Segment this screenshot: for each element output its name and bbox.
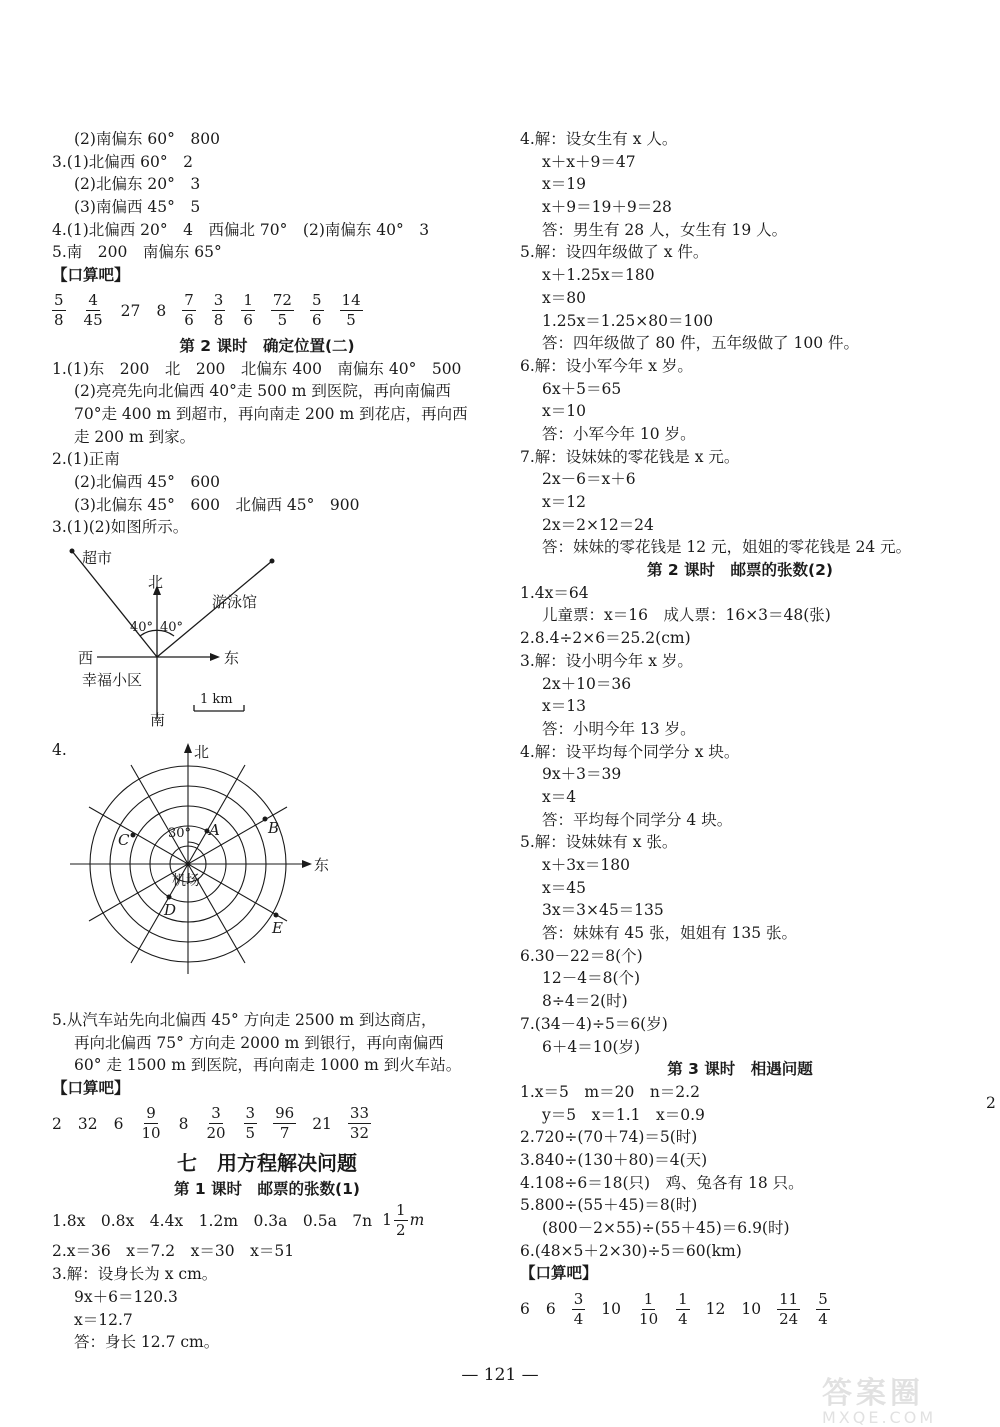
angle-label: 30° [168, 826, 192, 841]
oral-answer: 6 [520, 1300, 530, 1319]
numerator: 5 [311, 291, 322, 310]
airport-label: 机场 [172, 873, 200, 889]
text-line: 9x＋6＝120.3 [74, 1287, 178, 1306]
oral-answer: 8 [156, 301, 167, 320]
oral-answer: 10 [741, 1300, 762, 1319]
oral-answer-fraction [637, 1289, 660, 1328]
denominator: 5 [277, 311, 288, 330]
oral-heading: 【口算吧】 [520, 1264, 598, 1283]
east-label: 东 [314, 856, 330, 874]
south-label: 南 [150, 711, 166, 729]
text-line: 1.x＝5 m＝20 n＝2.2 [520, 1082, 700, 1101]
text-line: 60° 走 1500 m 到医院，再向南走 1000 m 到火车站。 [74, 1056, 462, 1075]
supermarket-label: 超市 [82, 549, 113, 567]
numerator: 5 [54, 291, 64, 310]
text-line: x＋9＝19＋9＝28 [542, 198, 672, 217]
oral-answer: 2 [52, 1114, 62, 1133]
oral-answer: 8 [178, 1114, 189, 1133]
numerator: 3 [573, 1289, 584, 1308]
oral-answer-fraction [241, 293, 255, 328]
oral-answers-row [52, 1100, 482, 1148]
text-line: 4.(1)北偏西 20° 4 西偏北 70° (2)南偏东 40° 3 [52, 220, 430, 239]
oral-answer: 21 [312, 1114, 332, 1133]
north-label: 北 [148, 573, 164, 591]
denominator: 4 [678, 1309, 688, 1328]
denominator: 10 [639, 1309, 659, 1328]
text-line: 答：小明今年 13 岁。 [542, 719, 696, 738]
home-label: 幸福小区 [82, 671, 143, 689]
point-a-label: A [209, 821, 220, 839]
text-line: (800－2×55)÷(55＋45)＝6.9(时) [542, 1219, 790, 1237]
text-line: 4.解：设平均每个同学分 x 块。 [520, 742, 740, 761]
point-e-label: E [272, 919, 283, 937]
numerator: 11 [779, 1289, 799, 1308]
point-c-label: C [118, 831, 130, 849]
text-line: 5.800÷(55＋45)＝8(时) [520, 1196, 698, 1215]
text-line: 2x－6＝x＋6 [542, 470, 636, 489]
u1-line [52, 1200, 482, 1240]
right-column [520, 128, 960, 1333]
text-line: 6.解：设小军今年 x 岁。 [520, 356, 693, 375]
text-line: 走 200 m 到家。 [74, 427, 196, 446]
oral-answer-fraction [82, 293, 105, 328]
numerator: 4 [88, 291, 98, 310]
denominator: 7 [279, 1124, 290, 1143]
text-line: 2.8.4÷2×6＝25.2(cm) [520, 629, 691, 648]
lesson-heading: 第 3 课时 相遇问题 [667, 1060, 813, 1079]
text-line: x＝10 [542, 402, 586, 421]
text-line: x＝4 [542, 787, 577, 806]
text-line: 6x＋5＝65 [542, 379, 622, 398]
text-line: 答：身长 12.7 cm。 [74, 1333, 220, 1352]
angle-left-label: 40° [130, 620, 154, 635]
text-line: (3)南偏西 45° 5 [74, 198, 201, 217]
text-line: x＝45 [542, 878, 586, 897]
denominator: 10 [141, 1124, 161, 1143]
oral-answer: 32 [77, 1114, 98, 1133]
text-line: 答：妹妹的零花钱是 12 元，姐姐的零花钱是 24 元。 [542, 538, 912, 557]
text-line: 3.解：设身长为 x cm。 [52, 1265, 218, 1284]
denominator: 6 [184, 311, 194, 330]
text-line: 4.108÷6＝18(只) 鸡、兔各有 18 只。 [520, 1173, 804, 1192]
oral-answer: 10 [601, 1300, 622, 1319]
text-line: (3)北偏东 45° 600 北偏西 45° 900 [74, 495, 360, 514]
oral-answer-fraction [310, 293, 324, 328]
numerator: 3 [211, 1104, 221, 1123]
text-line: 2x＋10＝36 [542, 674, 632, 693]
numerator: 9 [146, 1104, 156, 1123]
point-b [263, 817, 268, 822]
text-line: 9x＋3＝39 [542, 765, 622, 784]
lesson-heading: 第 2 课时 确定位置(二) [179, 336, 355, 355]
text-line: 2x＝2×12＝24 [542, 515, 654, 534]
text-line: 2.x＝36 x＝7.2 x＝30 x＝51 [52, 1242, 295, 1261]
text-line: x＝12 [542, 493, 586, 511]
denominator: 6 [311, 311, 322, 330]
text-line: 再向北偏西 75° 方向走 2000 m 到银行，再向南偏西 [74, 1033, 444, 1052]
east-arrow [210, 653, 220, 661]
numerator: 96 [275, 1104, 295, 1123]
point-e [274, 913, 279, 918]
point-c [131, 833, 136, 838]
text-line: 1.(1)东 200 北 200 北偏东 400 南偏东 40° 500 [52, 359, 462, 378]
text-line: x＝80 [542, 288, 586, 307]
text-line: 5.从汽车站先向北偏西 45° 方向走 2500 m 到达商店， [52, 1011, 437, 1029]
page-number: — 121 — [461, 1365, 539, 1385]
text-line: 3.(1)(2)如图所示。 [52, 518, 189, 537]
oral-answer: 27 [120, 301, 141, 320]
denominator: 8 [213, 311, 224, 330]
direction-diagram [52, 539, 352, 739]
oral-answer-fraction [816, 1289, 830, 1328]
text-line: 70°走 400 m 到超市，再向南走 200 m 到花店，再向西 [74, 404, 468, 423]
angle-right-label: 40° [160, 620, 184, 635]
oral-answer-fraction [52, 293, 66, 328]
text-line: 3.840÷(130＋80)＝4(天) [520, 1150, 708, 1169]
denominator: 5 [346, 311, 356, 330]
oral-answer-fraction [348, 1106, 371, 1141]
oral-answer-fraction [271, 293, 294, 328]
mixed-number: 1 $\frac{1}{2}$ m [382, 1200, 425, 1239]
text-line: 3.解：设小明今年 x 岁。 [520, 651, 693, 670]
text-line: x＝13 [542, 697, 586, 716]
oral-answer-fraction [777, 1289, 800, 1328]
denominator: 5 [245, 1124, 256, 1143]
numerator: 5 [818, 1289, 828, 1308]
oral-answer-fraction [244, 1106, 258, 1141]
numerator: 7 [184, 291, 194, 310]
text-line: 6＋4＝10(岁) [542, 1037, 641, 1056]
numerator: 14 [341, 291, 361, 310]
numerator: 3 [213, 291, 224, 310]
denominator: 8 [54, 311, 64, 330]
pool-label: 游泳馆 [212, 593, 258, 611]
u1-text: 1.8x 0.8x 4.4x 1.2m 0.3a 0.5a 7n [52, 1212, 373, 1231]
text-line: 12－4＝8(个) [542, 969, 641, 988]
numerator: 1 [243, 291, 253, 310]
numerator: 1 [643, 1289, 654, 1308]
text-line: 4. [52, 741, 67, 759]
text-line: 7.(34－4)÷5＝6(岁) [520, 1014, 668, 1033]
text-line: 答：小军今年 10 岁。 [542, 424, 696, 443]
oral-answers-row [520, 1285, 960, 1333]
text-line: (2)亮亮先向北偏西 40°走 500 m 到医院，再向南偏西 [74, 382, 451, 401]
oral-answer-fraction [139, 1106, 162, 1141]
text-line: 2.(1)正南 [52, 450, 120, 469]
text-line: 答：男生有 28 人，女生有 19 人。 [542, 220, 788, 239]
oral-answer-fraction [273, 1106, 296, 1141]
denominator: 4 [573, 1309, 584, 1328]
numerator: 1 [678, 1289, 688, 1308]
text-line: x＋x＋9＝47 [542, 152, 636, 171]
text-line: (2)南偏东 60° 800 [74, 130, 220, 148]
text-line: 7.解：设妹妹的零花钱是 x 元。 [520, 447, 740, 466]
oral-answer-fraction [204, 1106, 227, 1141]
text-line: 2.720÷(70＋74)＝5(时) [520, 1128, 698, 1147]
oral-answer-fraction [572, 1289, 586, 1328]
lesson-heading: 第 1 课时 邮票的张数(1) [173, 1179, 361, 1198]
watermark-logo: 答案圈 MXQE.COM [822, 1376, 937, 1427]
point-b-label: B [268, 819, 280, 837]
point-d [167, 895, 172, 900]
numerator: 33 [349, 1104, 370, 1123]
text-line: y＝5 x＝1.1 x＝0.9 [542, 1105, 705, 1124]
denominator: 6 [243, 311, 253, 330]
text-line: 3.(1)北偏西 60° 2 [52, 152, 194, 171]
denominator: 20 [206, 1124, 226, 1143]
east-label: 东 [224, 649, 240, 667]
text-line: 6.(48×5＋2×30)÷5＝60(km) [520, 1241, 742, 1260]
text-line: x＋1.25x＝180 [542, 266, 655, 285]
text-line: 4.解：设女生有 x 人。 [520, 130, 678, 148]
oral-answer-fraction [212, 293, 226, 328]
text-line: (2)北偏西 45° 600 [74, 472, 220, 491]
text-line: 答：四年级做了 80 件，五年级做了 100 件。 [542, 334, 860, 353]
oral-answer-fraction [340, 293, 363, 328]
edge-character: 2 [986, 1094, 996, 1112]
west-label: 西 [78, 649, 94, 667]
denominator: 4 [818, 1309, 828, 1328]
oral-heading: 【口算吧】 [52, 266, 130, 285]
oral-answer-fraction [676, 1289, 690, 1328]
text-line: 8÷4＝2(时) [542, 992, 628, 1011]
oral-answer-fraction [182, 293, 196, 328]
polar-diagram [66, 739, 346, 1009]
oral-answer: 12 [705, 1300, 726, 1319]
text-line: x＝12.7 [74, 1310, 133, 1329]
lesson-heading: 第 2 课时 邮票的张数(2) [646, 561, 834, 580]
text-line: (2)北偏东 20° 3 [74, 175, 201, 194]
left-column [52, 128, 482, 1354]
text-line: 1.4x＝64 [520, 583, 589, 602]
oral-answer: 6 [545, 1300, 556, 1319]
denominator: 45 [83, 311, 103, 330]
denominator: 24 [779, 1309, 799, 1328]
text-line: 答：平均每个同学分 4 块。 [542, 810, 733, 829]
oral-heading: 【口算吧】 [52, 1079, 130, 1098]
text-line: 答：妹妹有 45 张，姐姐有 135 张。 [542, 924, 798, 943]
north-label: 北 [194, 743, 210, 761]
text-line: 3x＝3×45＝135 [542, 901, 664, 920]
denominator: 32 [349, 1124, 370, 1143]
text-line: 5.解：设妹妹有 x 张。 [520, 833, 678, 852]
text-line: 5.南 200 南偏东 65° [52, 243, 222, 262]
text-line: x＝19 [542, 175, 586, 194]
scale-label: 1 km [200, 692, 233, 707]
text-line: 5.解：设四年级做了 x 件。 [520, 243, 709, 262]
numerator: 72 [272, 291, 292, 310]
text-line: x＋3x＝180 [542, 856, 630, 874]
text-line: 6.30－22＝8(个) [520, 946, 643, 965]
point-d-label: D [164, 901, 177, 919]
text-line: 儿童票：x＝16 成人票：16×3＝48(张) [542, 606, 831, 625]
oral-answers-row [52, 287, 482, 335]
text-line: 1.25x＝1.25×80＝100 [542, 311, 714, 330]
numerator: 3 [245, 1104, 256, 1123]
oral-answer: 6 [113, 1114, 124, 1133]
q4-block [52, 739, 482, 1009]
unit-title: 七 用方程解决问题 [177, 1150, 357, 1175]
